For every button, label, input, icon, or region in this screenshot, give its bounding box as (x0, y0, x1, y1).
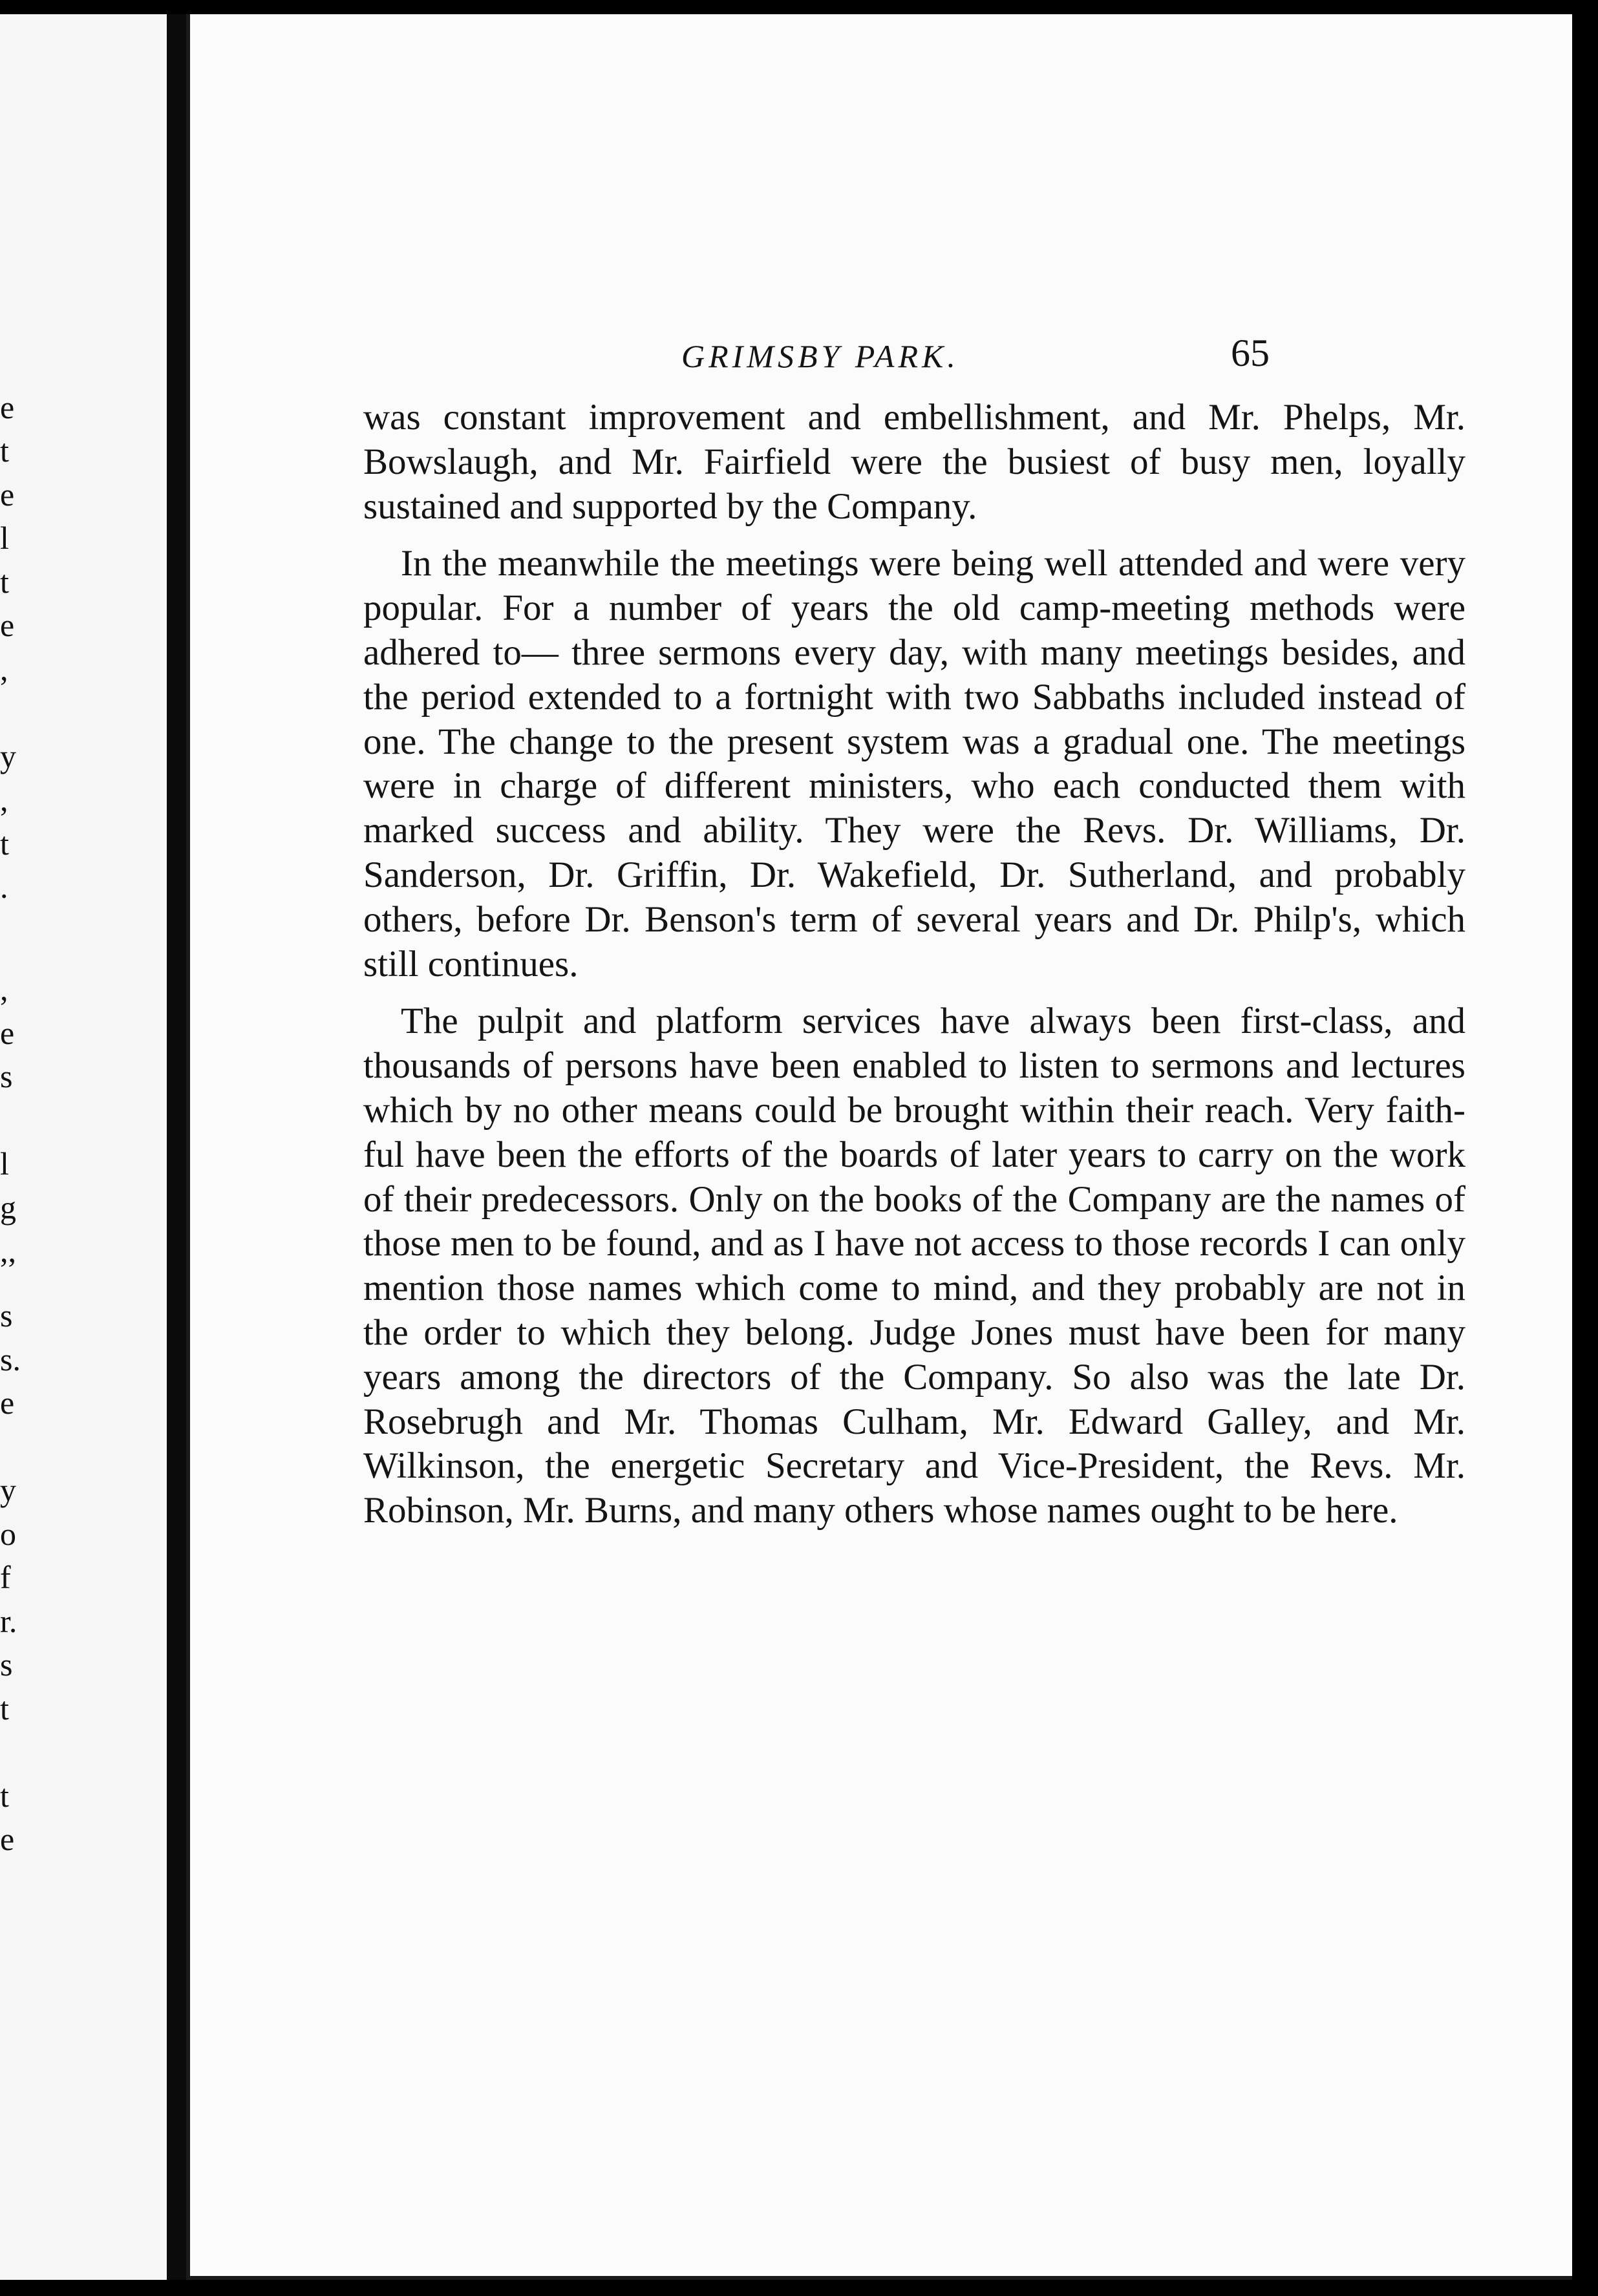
left-page-fragment: t (0, 825, 9, 862)
body-text (363, 396, 1465, 1533)
left-page-fragment: l (0, 1145, 9, 1182)
left-page-fragment: t (0, 1778, 9, 1814)
left-page-fragment: . (0, 869, 8, 905)
paragraph: was constant improvement and embellishment, and Mr. Phelps, Mr. Bowslaugh, and Mr. Fairfield were the busiest of busy men, loyally sustained and supported by the Company. (363, 397, 1465, 527)
left-page-fragment: , (0, 781, 8, 818)
left-page-fragment: e (0, 607, 15, 643)
left-page-fragment: s (0, 1297, 13, 1334)
previous-page-edge (0, 14, 167, 2280)
left-page-fragment: s (0, 1058, 13, 1094)
paragraph: In the meanwhile the meetings were being well attended and were very popular. For a number of years the old camp-meeting methods were adhered to— three sermons every day, with many meetings besides, and the period extended to a fortnight with two Sabbaths included instead of one. The change to the present system was a gradual one. The meetings were in charge of different ministers, who each conducted them with marked success and ability. They were the Revs. Dr. Williams, Dr. Sanderson, Dr. Griffin, Dr. Wakefield, Dr. Sutherland, and probably others, before Dr. Benson's term of several years and Dr. Philp's, which still continues. (363, 543, 1465, 984)
left-page-fragment: y (0, 1472, 16, 1508)
left-page-fragment: s (0, 1646, 13, 1683)
book-gutter (167, 14, 186, 2280)
page-number: 65 (1231, 332, 1270, 374)
left-page-fragment: e (0, 476, 15, 513)
left-page-fragment: o (0, 1516, 16, 1552)
left-page-fragment: e (0, 1821, 15, 1857)
left-page-fragment: e (0, 1385, 15, 1421)
left-page-fragment: e (0, 1015, 15, 1051)
left-page-fragment: , (0, 971, 8, 1007)
running-title: GRIMSBY PARK. (681, 338, 959, 374)
left-page-fragment: y (0, 738, 16, 774)
left-page-fragment: t (0, 432, 9, 469)
paragraph: The pulpit and platform services have always been first-class, and thousands of persons have been enabled to listen to sermons and lectures which by no other means could be brought within their reach. Very faithful have been the efforts of the boards of later years to carry on the work of their predecessors. Only on the books of the Company are the names of those men to be found, and as I have not access to those records I can only mention those names which come to mind, and they probably are not in the order to which they belong. Judge Jones must have been for many years among the directors of the Company. So also was the late Dr. Rosebrugh and Mr. Thomas Culham, Mr. Edward Galley, and Mr. Wilkinson, the energetic Secretary and Vice-President, the Revs. Mr. Robinson, Mr. Burns, and many others whose names ought to be here. (363, 1001, 1465, 1531)
left-page-fragment: e (0, 389, 15, 425)
book-page (186, 14, 1572, 2280)
left-page-fragment: r. (0, 1603, 17, 1639)
left-page-fragment: s. (0, 1341, 21, 1377)
left-page-fragment: t (0, 564, 9, 600)
left-page-fragment: , (0, 651, 8, 687)
left-page-fragment: t (0, 1690, 9, 1727)
running-head (190, 324, 1576, 376)
left-page-fragment: l (0, 520, 9, 556)
left-page-fragment: g (0, 1189, 16, 1226)
left-page-fragment: f (0, 1559, 11, 1595)
left-page-fragment: ,, (0, 1233, 16, 1269)
